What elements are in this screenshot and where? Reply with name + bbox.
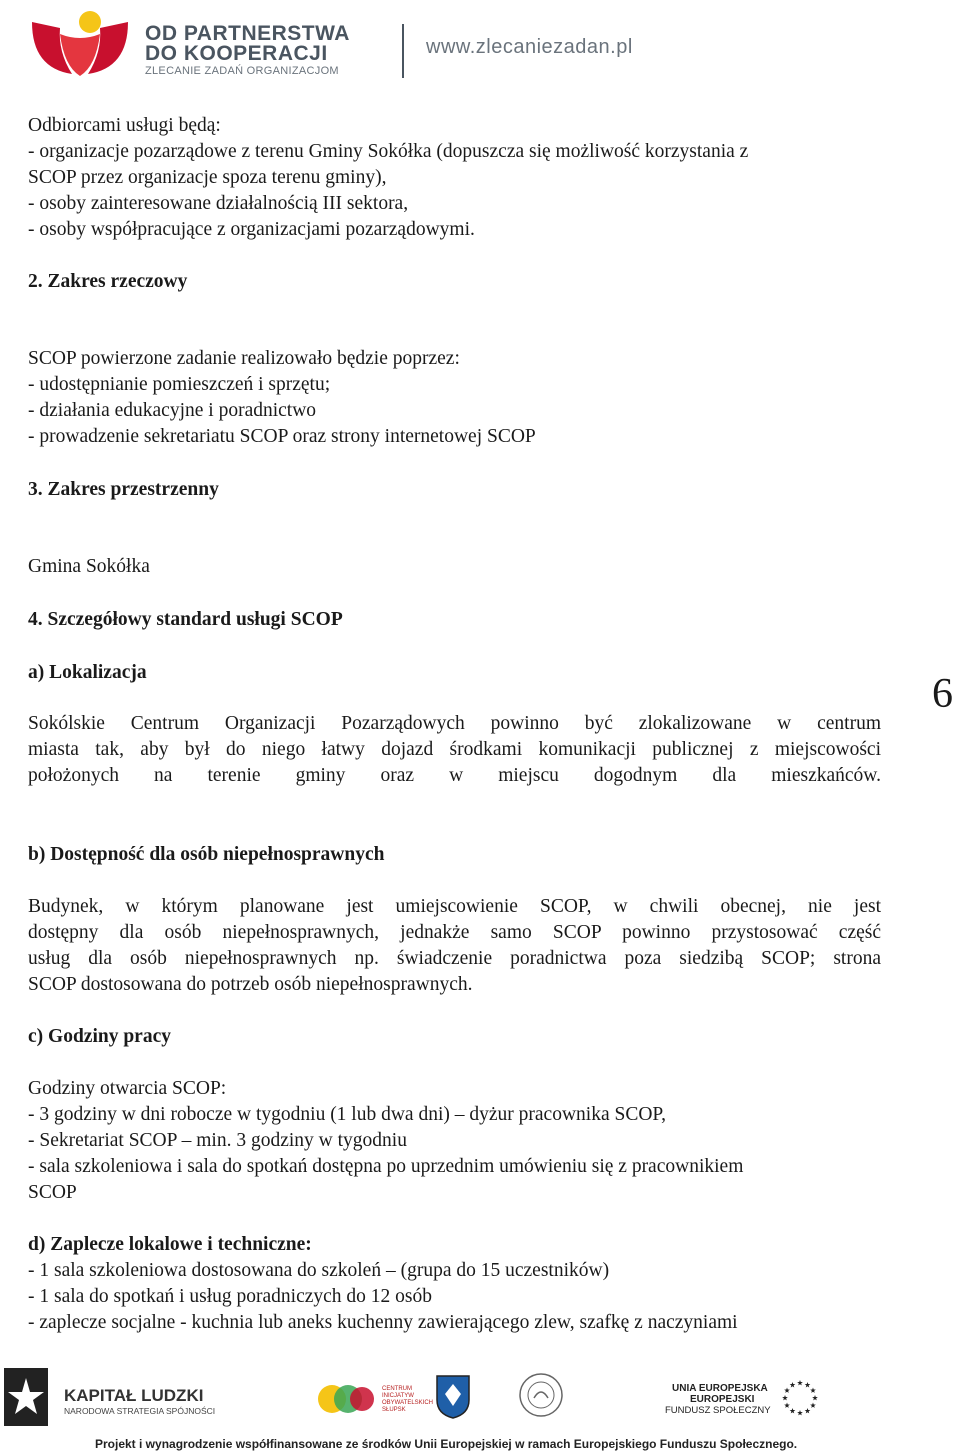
partnership-logo-icon xyxy=(30,8,130,80)
section-line: - udostępnianie pomieszczeń i sprzętu; xyxy=(28,374,331,395)
eu-star xyxy=(782,1395,788,1400)
eu-star xyxy=(805,1408,811,1413)
subsection-heading: d) Zaplecze lokalowe i techniczne: xyxy=(28,1234,312,1255)
footer-note: Projekt i wynagrodzenie współfinansowane ze środków Unii Europejskiej w ramach Europejskiego Funduszu Społecznego. xyxy=(95,1437,798,1451)
kapital-ludzki-star-icon xyxy=(4,1368,48,1426)
paragraph-line: SCOP dostosowana do potrzeb osób niepełnosprawnych. xyxy=(28,974,473,995)
eu-star xyxy=(810,1403,816,1408)
intro-line: Odbiorcami usługi będą: xyxy=(28,115,221,136)
coat-of-arms-icon xyxy=(435,1374,471,1420)
page-header xyxy=(0,0,960,90)
paragraph-line: Budynek, w którym planowane jest umiejscowienie SCOP, w chwili obecnej, nie jest xyxy=(28,896,881,917)
eu-label-line3: FUNDUSZ SPOŁECZNY xyxy=(665,1405,771,1416)
subsection-heading: b) Dostępność dla osób niepełnosprawnych xyxy=(28,844,385,865)
paragraph-line: - zaplecze socjalne - kuchnia lub aneks kuchenny zawierającego zlew, szafkę z naczyniami xyxy=(28,1312,738,1333)
intro-line: SCOP przez organizacje spoza terenu gminy), xyxy=(28,167,387,188)
paragraph-line: - 1 sala do spotkań i usług poradniczych do 12 osób xyxy=(28,1286,433,1307)
logo-title-line2: DO KOOPERACJI xyxy=(145,42,328,65)
eu-star xyxy=(810,1388,816,1393)
section-line: - działania edukacyjne i poradnictwo xyxy=(28,400,317,421)
subsection-heading: a) Lokalizacja xyxy=(28,662,147,683)
paragraph-line: - sala szkoleniowa i sala do spotkań dostępna po uprzednim umówieniu się z pracownikiem xyxy=(28,1156,744,1177)
eu-star xyxy=(784,1388,790,1393)
section-heading: 2. Zakres rzeczowy xyxy=(28,271,188,292)
eu-stars-icon xyxy=(780,1378,820,1418)
logo-subtitle: ZLECANIE ZADAŃ ORGANIZACJOM xyxy=(145,65,339,77)
page-footer xyxy=(0,1360,960,1451)
kapital-ludzki-title: KAPITAŁ LUDZKI xyxy=(64,1386,204,1405)
eu-star xyxy=(784,1403,790,1408)
paragraph-line: Sokólskie Centrum Organizacji Pozarządowych powinno być zlokalizowane w centrum xyxy=(28,713,881,734)
section-heading: 4. Szczegółowy standard usługi SCOP xyxy=(28,609,343,630)
cio-text: CENTRUM INICJATYW OBYWATELSKICH SŁUPSK xyxy=(382,1386,434,1413)
logo-title-line1: OD PARTNERSTWA xyxy=(145,22,350,45)
paragraph-line: usług dla osób niepełnosprawnych np. świadczenie poradnictwa poza siedzibą SCOP; strona xyxy=(28,948,881,969)
page-number: 6 xyxy=(932,671,953,717)
eu-label-line1: UNIA EUROPEJSKA xyxy=(672,1383,768,1394)
header-divider xyxy=(402,24,404,78)
paragraph-line: dostępny dla osób niepełnosprawnych, jednakże samo SCOP powinno przystosować część xyxy=(28,922,881,943)
cio-logo-icon xyxy=(316,1376,376,1422)
eu-label-line2: EUROPEJSKI xyxy=(690,1394,755,1405)
intro-line: - osoby zainteresowane działalnością III sektora, xyxy=(28,193,409,214)
section-heading: 3. Zakres przestrzenny xyxy=(28,479,219,500)
section-line: SCOP powierzone zadanie realizowało będzie poprzez: xyxy=(28,348,460,369)
section-line: Gmina Sokółka xyxy=(28,556,150,577)
paragraph-line: miasta tak, aby był do niego łatwy dojazd środkami komunikacji publicznej z miejscowości xyxy=(28,739,881,760)
eu-star xyxy=(805,1382,811,1387)
eu-star xyxy=(790,1408,796,1413)
eu-star xyxy=(790,1382,796,1387)
header-url: www.zlecaniezadan.pl xyxy=(426,36,633,58)
section-line: - prowadzenie sekretariatu SCOP oraz strony internetowej SCOP xyxy=(28,426,536,447)
intro-line: - osoby współpracujące z organizacjami pozarządowymi. xyxy=(28,219,475,240)
paragraph-line: - 3 godziny w dni robocze w tygodniu (1 lub dwa dni) – dyżur pracownika SCOP, xyxy=(28,1104,666,1125)
subsection-heading: c) Godziny pracy xyxy=(28,1026,171,1047)
university-seal-icon xyxy=(518,1372,564,1418)
eu-star xyxy=(797,1380,803,1385)
paragraph-line: - Sekretariat SCOP – min. 3 godziny w tygodniu xyxy=(28,1130,407,1151)
paragraph-line: - 1 sala szkoleniowa dostosowana do szkoleń – (grupa do 15 uczestników) xyxy=(28,1260,610,1281)
eu-star xyxy=(812,1395,818,1400)
eu-star xyxy=(797,1410,803,1415)
kapital-ludzki-subtitle: NARODOWA STRATEGIA SPÓJNOŚCI xyxy=(64,1406,216,1416)
intro-line: - organizacje pozarządowe z terenu Gminy Sokółka (dopuszcza się możliwość korzystania z xyxy=(28,141,749,162)
paragraph-line: SCOP xyxy=(28,1182,77,1203)
paragraph-line: Godziny otwarcia SCOP: xyxy=(28,1078,227,1099)
paragraph-line: położonych na terenie gminy oraz w miejscu dogodnym dla mieszkańców. xyxy=(28,765,881,786)
